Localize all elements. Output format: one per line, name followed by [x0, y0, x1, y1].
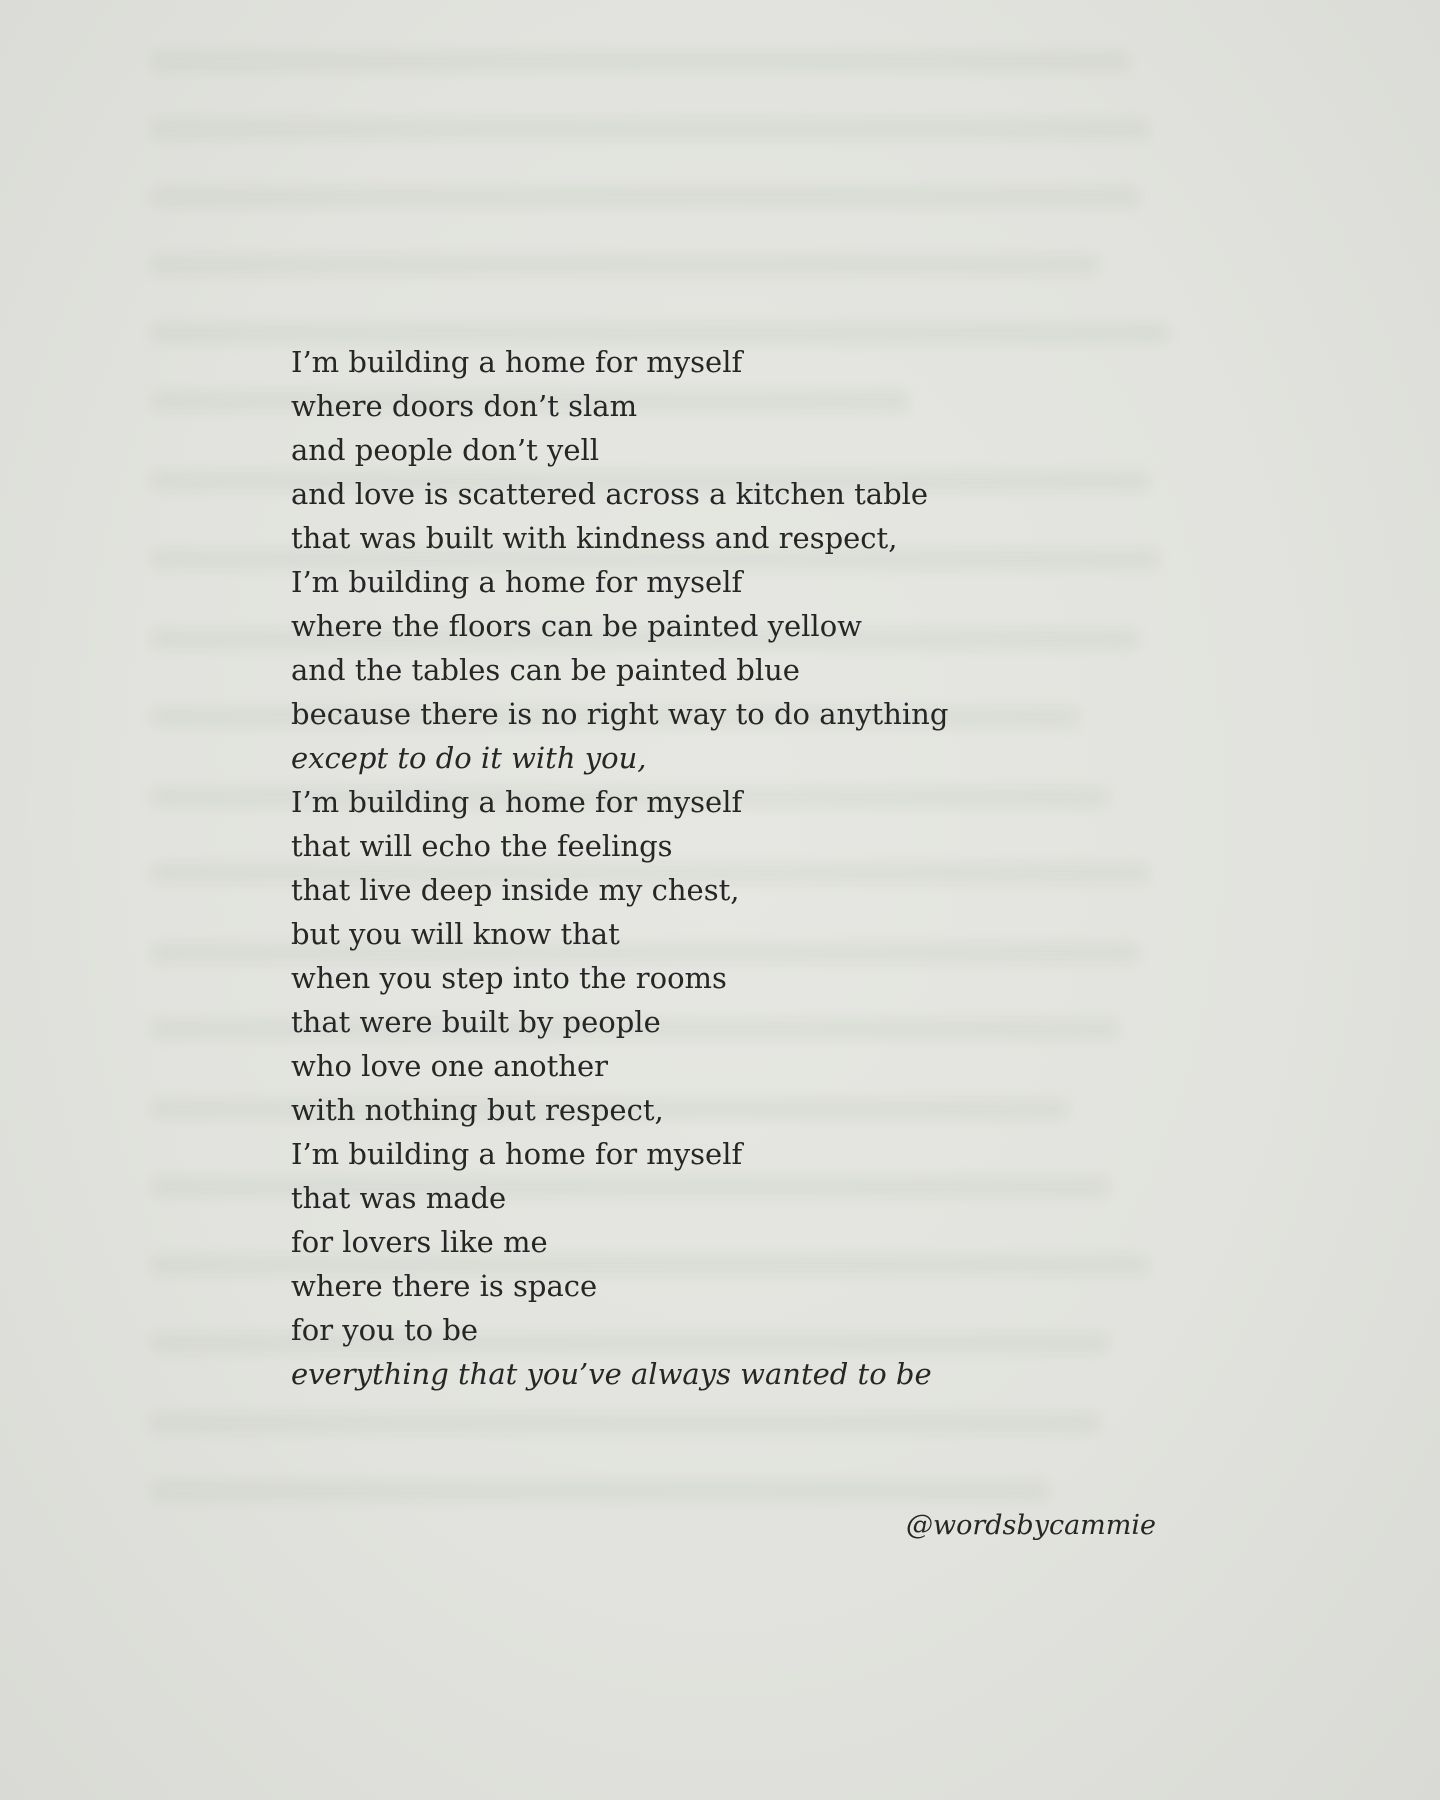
poem-line: I’m building a home for myself	[291, 345, 743, 379]
poem-line: because there is no right way to do anything	[291, 697, 949, 731]
poem-line: that was made	[291, 1181, 507, 1215]
poem-line: everything that you’ve always wanted to be	[291, 1357, 932, 1391]
poem-line: who love one another	[291, 1049, 608, 1083]
poem-line: for lovers like me	[291, 1225, 548, 1259]
poem-line: where the floors can be painted yellow	[291, 609, 862, 643]
poem-line: that live deep inside my chest,	[291, 873, 740, 907]
poem-line: for you to be	[291, 1313, 479, 1347]
poem-line: where doors don’t slam	[291, 389, 638, 423]
poem-line: and the tables can be painted blue	[291, 653, 800, 687]
author-signature: @wordsbycammie	[906, 1510, 1156, 1541]
poem-line: and people don’t yell	[291, 433, 600, 467]
poem-line: where there is space	[291, 1269, 598, 1303]
poem-line: and love is scattered across a kitchen table	[291, 477, 929, 511]
poem-line: I’m building a home for myself	[291, 785, 743, 819]
poem-line: but you will know that	[291, 917, 620, 951]
poem-line: when you step into the rooms	[291, 961, 727, 995]
poem-line: that will echo the feelings	[291, 829, 673, 863]
poem-line: I’m building a home for myself	[291, 565, 743, 599]
poem-line: I’m building a home for myself	[291, 1137, 743, 1171]
poem-line: with nothing but respect,	[291, 1093, 664, 1127]
poem	[291, 340, 1091, 1396]
poem-line: that was built with kindness and respect,	[291, 521, 898, 555]
poem-line: that were built by people	[291, 1005, 661, 1039]
poem-line: except to do it with you,	[291, 741, 647, 775]
